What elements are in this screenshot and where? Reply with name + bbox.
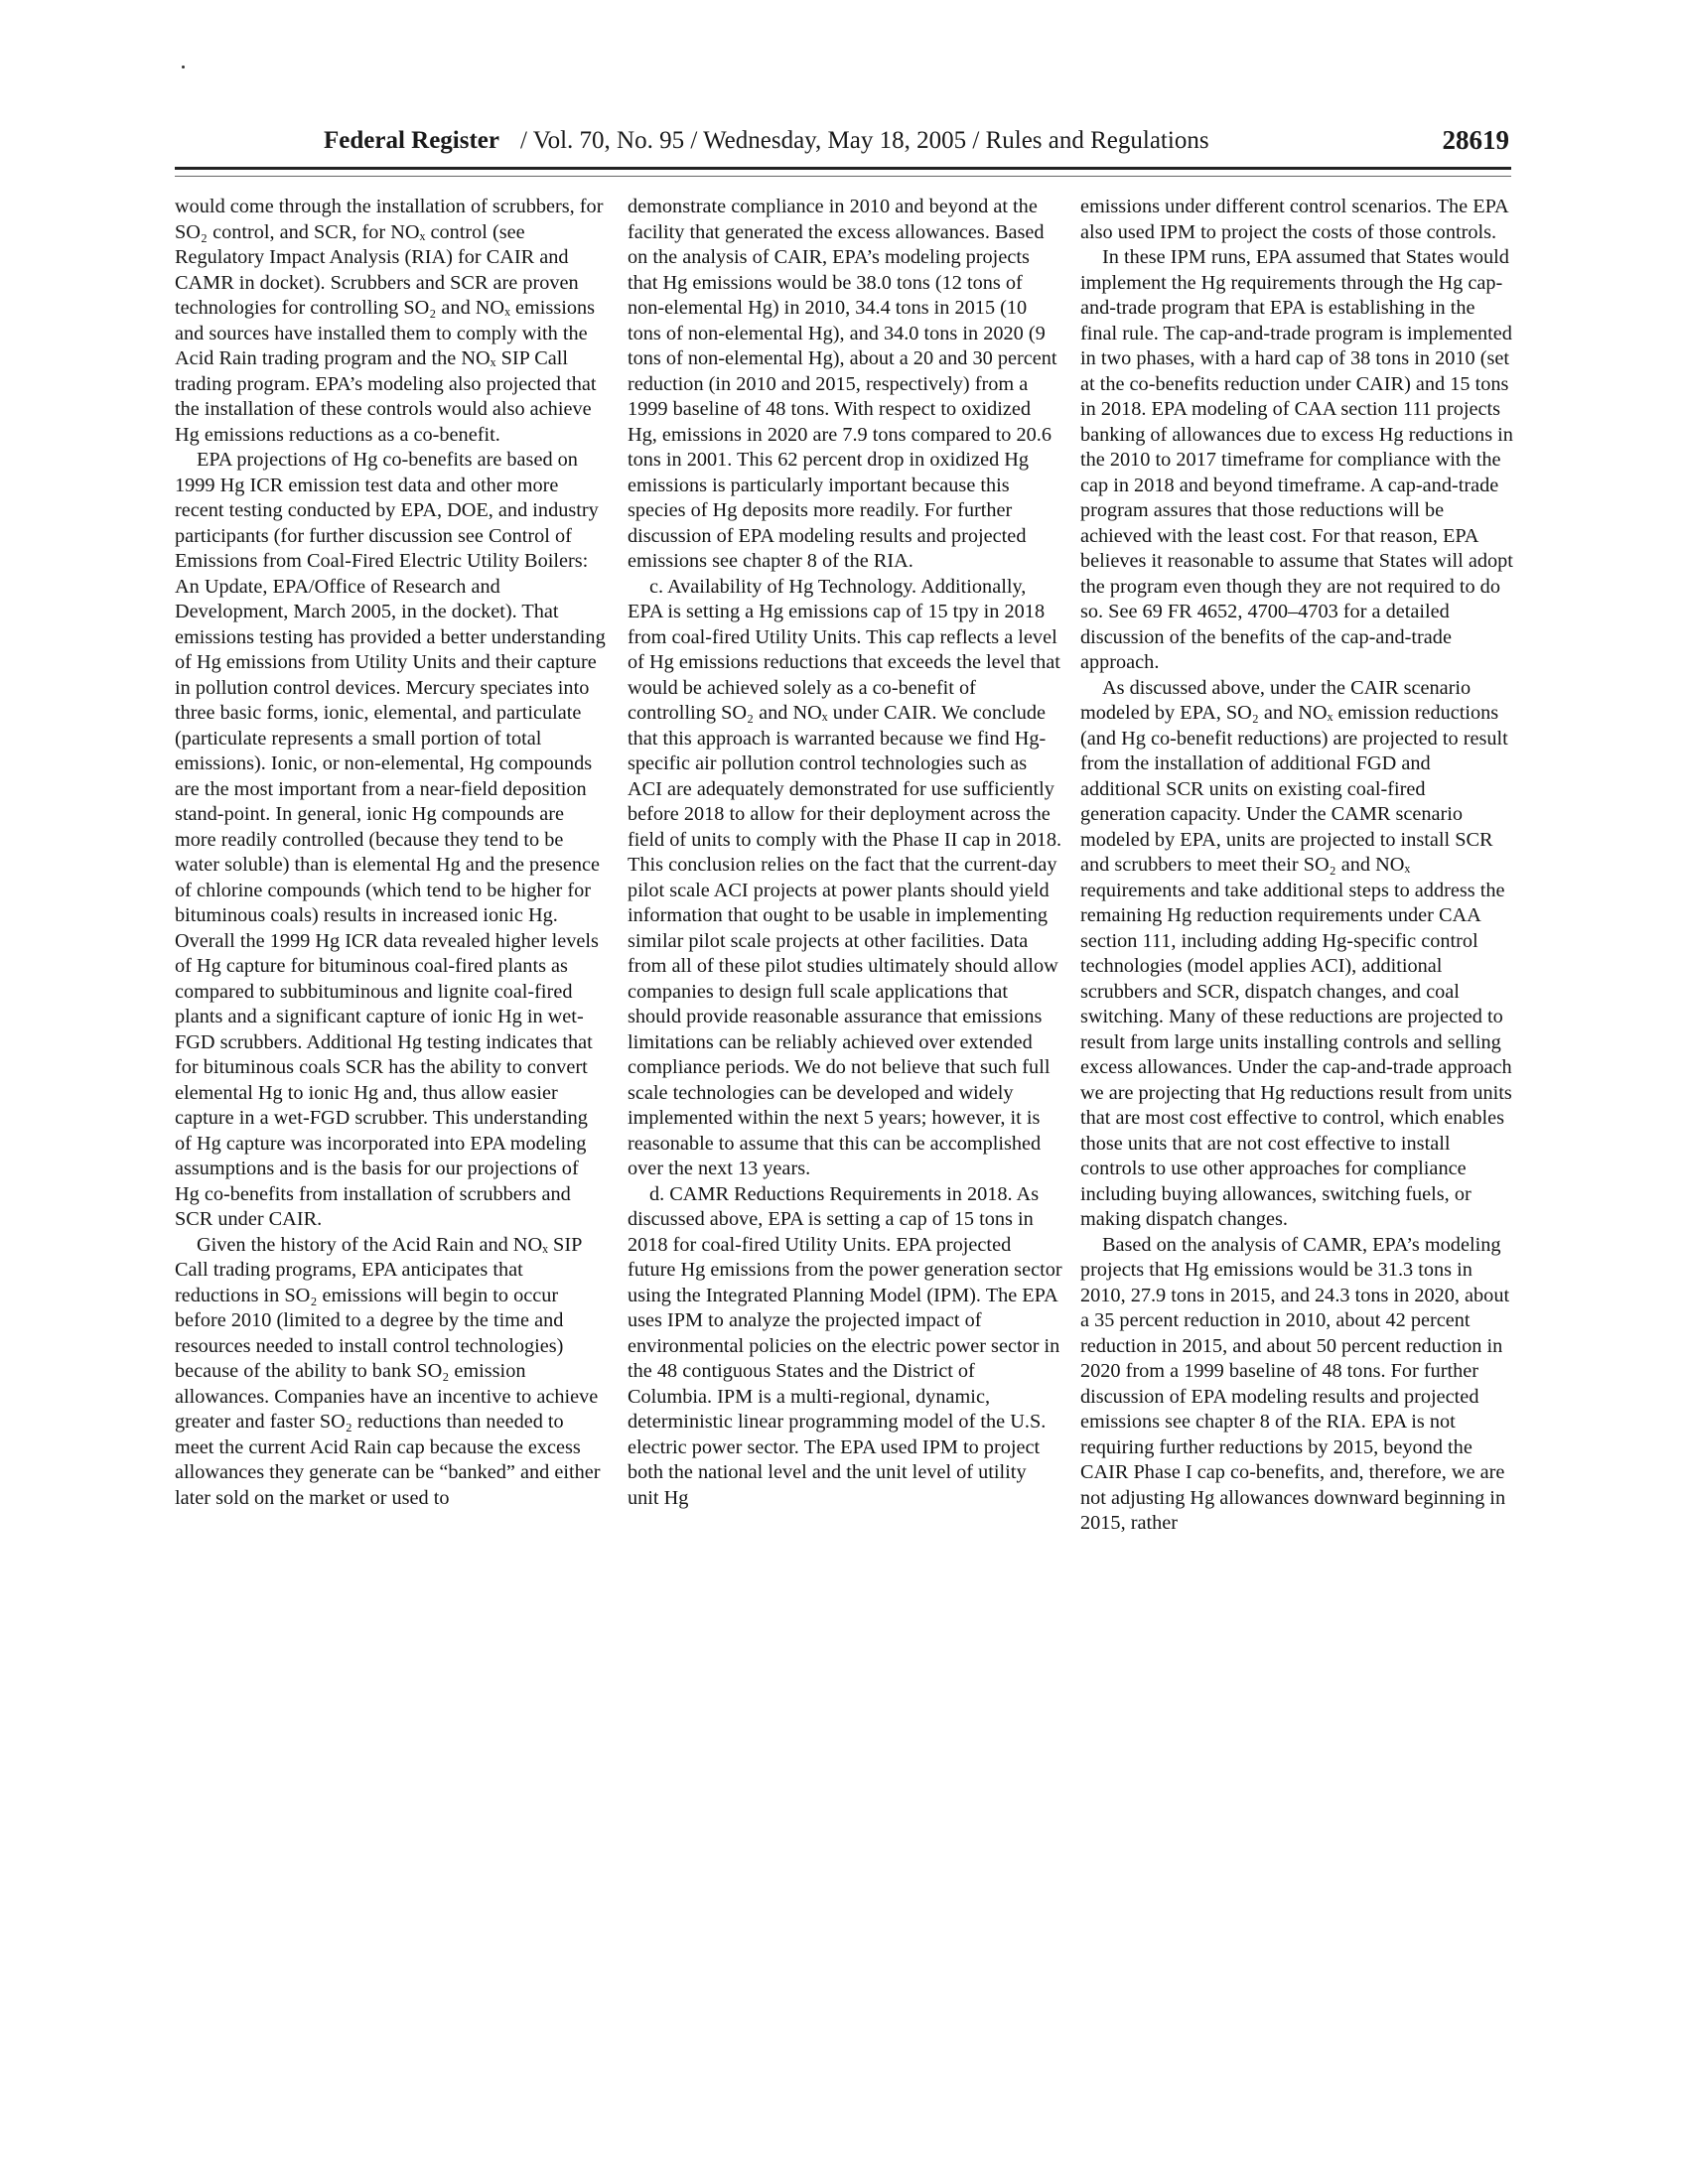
- column-2: [628, 195, 1062, 1511]
- page-header: [324, 127, 1509, 163]
- paragraph: c. Availability of Hg Technology. Additionally, EPA is setting a Hg emissions cap of 15 tpy in 2018 from coal-fired Utility Units. This cap reflects a level of Hg emissions reductions that exceeds the level that would be achieved solely as a co-benefit of controlling SO₂ and NOₓ under CAIR. We conclude that this approach is warranted because we find Hg-specific air pollution control technologies such as ACI are adequately demonstrated for use sufficiently before 2018 to allow for their deployment across the field of units to comply with the Phase II cap in 2018. This conclusion relies on the fact that the current-day pilot scale ACI projects at power plants should yield information that ought to be usable in implementing similar pilot scale projects at other facilities. Data from all of these pilot studies ultimately should allow companies to design full scale applications that should provide reasonable assurance that emissions limitations can be reliably achieved over extended compliance periods. We do not believe that such full scale technologies can be developed and widely implemented within the next 5 years; however, it is reasonable to assume that this can be accomplished over the next 13 years.: [628, 575, 1062, 1179]
- paragraph: emissions under different control scenarios. The EPA also used IPM to project the costs of those controls.: [1080, 196, 1508, 243]
- paragraph: As discussed above, under the CAIR scenario modeled by EPA, SO₂ and NOₓ emission reductions (and Hg co-benefit reductions) are projected to result from the installation of additional FGD and additional SCR units on existing coal-fired generation capacity. Under the CAMR scenario modeled by EPA, units are projected to install SCR and scrubbers to meet their SO₂ and NOₓ requirements and take additional steps to address the remaining Hg reduction requirements under CAA section 111, including adding Hg-specific control technologies (model applies ACI), additional scrubbers and SCR, dispatch changes, and coal switching. Many of these reductions are projected to result from large units installing controls and selling excess allowances. Under the cap-and-trade approach we are projecting that Hg reductions result from units that are most cost effective to control, which enables those units that are not cost effective to install controls to use other approaches for compliance including buying allowances, switching fuels, or making dispatch changes.: [1080, 676, 1512, 1230]
- column-1: [175, 195, 608, 1511]
- header-rule-thin: [175, 176, 1511, 177]
- paragraph: would come through the installation of scrubbers, for SO₂ control, and SCR, for NOₓ control (see Regulatory Impact Analysis (RIA) for CAIR and CAMR in docket). Scrubbers and SCR are proven technologies for controlling SO₂ and NOₓ emissions and sources have installed them to comply with the Acid Rain trading program and the NOₓ SIP Call trading program. EPA’s modeling also projected that the installation of these controls would also achieve Hg emissions reductions as a co-benefit.: [175, 196, 604, 446]
- paragraph: EPA projections of Hg co-benefits are based on 1999 Hg ICR emission test data and other more recent testing conducted by EPA, DOE, and industry participants (for further discussion see Control of Emissions from Coal-Fired Electric Utility Boilers: An Update, EPA/Office of Research and Development, March 2005, in the docket). That emissions testing has provided a better understanding of Hg emissions from Utility Units and their capture in pollution control devices. Mercury speciates into three basic forms, ionic, elemental, and particulate (particulate represents a small portion of total emissions). Ionic, or non-elemental, Hg compounds are the most important from a near-field deposition stand-point. In general, ionic Hg compounds are more readily controlled (because they tend to be water soluble) than is elemental Hg and the presence of chlorine compounds (which tend to be higher for bituminous coals) results in increased ionic Hg. Overall the 1999 Hg ICR data revealed higher levels of Hg capture for bituminous coal-fired plants as compared to subbituminous and lignite coal-fired plants and a significant capture of ionic Hg in wet-FGD scrubbers. Additional Hg testing indicates that for bituminous coals SCR has the ability to convert elemental Hg to ionic Hg and, thus allow easier capture in a wet-FGD scrubber. This understanding of Hg capture was incorporated into EPA modeling assumptions and is the basis for our projections of Hg co-benefits from installation of scrubbers and SCR under CAIR.: [175, 449, 606, 1230]
- paragraph: demonstrate compliance in 2010 and beyond at the facility that generated the excess allowances. Based on the analysis of CAIR, EPA’s modeling projects that Hg emissions would be 38.0 tons (12 tons of non-elemental Hg) in 2010, 34.4 tons in 2015 (10 tons of non-elemental Hg), and 34.0 tons in 2020 (9 tons of non-elemental Hg), about a 20 and 30 percent reduction (in 2010 and 2015, respectively) from a 1999 baseline of 48 tons. With respect to oxidized Hg, emissions in 2020 are 7.9 tons compared to 20.6 tons in 2001. This 62 percent drop in oxidized Hg emissions is particularly important because this species of Hg deposits more readily. For further discussion of EPA modeling results and projected emissions see chapter 8 of the RIA.: [628, 196, 1057, 572]
- paragraph: In these IPM runs, EPA assumed that States would implement the Hg requirements through the Hg cap-and-trade program that EPA is establishing in the final rule. The cap-and-trade program is implemented in two phases, with a hard cap of 38 tons in 2010 (set at the co-benefits reduction under CAIR) and 15 tons in 2018. EPA modeling of CAA section 111 projects banking of allowances due to excess Hg reductions in the 2010 to 2017 timeframe for compliance with the cap in 2018 and beyond timeframe. A cap-and-trade program assures that those reductions will be achieved with the least cost. For that reason, EPA believes it reasonable to assume that States will adopt the program even though they are not required to do so. See 69 FR 4652, 4700–4703 for a detailed discussion of the benefits of the cap-and-trade approach.: [1080, 246, 1513, 673]
- page-number: 28619: [1442, 125, 1509, 155]
- column-3: [1080, 195, 1513, 1537]
- header-rule: [175, 167, 1511, 170]
- scan-speck: [182, 66, 185, 68]
- issue-line: / Vol. 70, No. 95 / Wednesday, May 18, 2005 / Rules and Regulations: [520, 127, 1209, 154]
- paragraph: Based on the analysis of CAMR, EPA’s modeling projects that Hg emissions would be 31.3 tons in 2010, 27.9 tons in 2015, and 24.3 tons in 2020, about a 35 percent reduction in 2010, about 42 percent reduction in 2015, and about 50 percent reduction in 2020 from a 1999 baseline of 48 tons. For further discussion of EPA modeling results and projected emissions see chapter 8 of the RIA. EPA is not requiring further reductions by 2015, beyond the CAIR Phase I cap co-benefits, and, therefore, we are not adjusting Hg allowances downward beginning in 2015, rather: [1080, 1233, 1510, 1534]
- paragraph: d. CAMR Reductions Requirements in 2018. As discussed above, EPA is setting a cap of 15 tons in 2018 for coal-fired Utility Units. EPA projected future Hg emissions from the power generation sector using the Integrated Planning Model (IPM). The EPA uses IPM to analyze the projected impact of environmental policies on the electric power sector in the 48 contiguous States and the District of Columbia. IPM is a multi-regional, dynamic, deterministic linear programming model of the U.S. electric power sector. The EPA used IPM to project both the national level and the unit level of utility unit Hg: [628, 1182, 1062, 1509]
- paragraph: Given the history of the Acid Rain and NOₓ SIP Call trading programs, EPA anticipates that reductions in SO₂ emissions will begin to occur before 2010 (limited to a degree by the time and resources needed to install control technologies) because of the ability to bank SO₂ emission allowances. Companies have an incentive to achieve greater and faster SO₂ reductions than needed to meet the current Acid Rain cap because the excess allowances they generate can be “banked” and either later sold on the market or used to: [175, 1233, 601, 1509]
- journal-title: Federal Register: [324, 127, 500, 154]
